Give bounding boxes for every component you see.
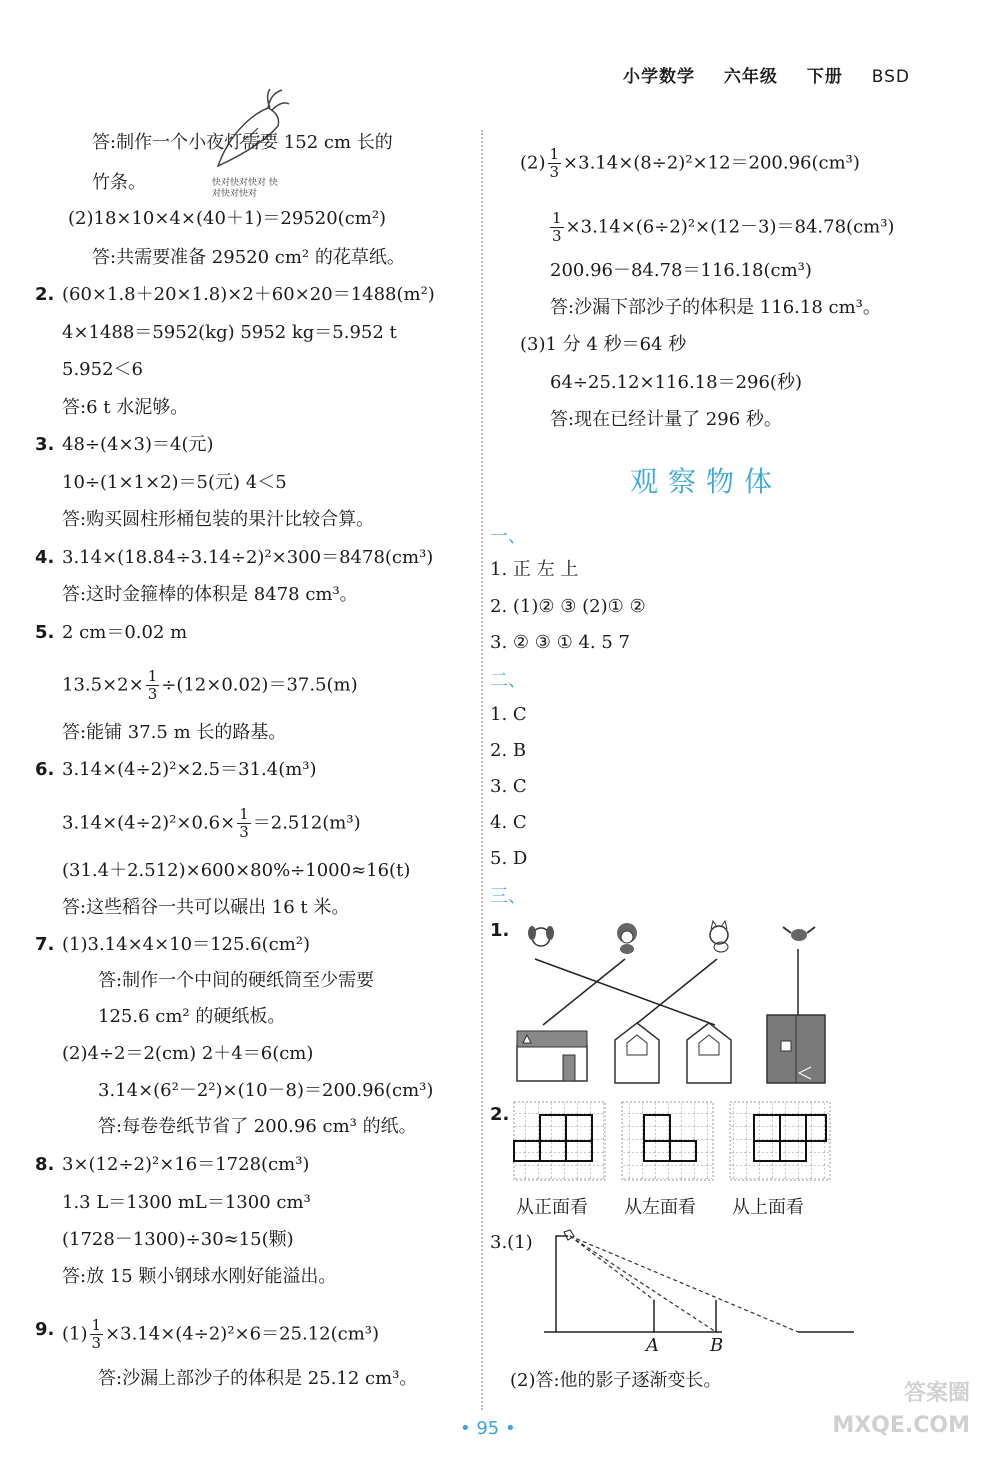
calc-line xyxy=(62,668,358,703)
header-edition: BSD xyxy=(871,67,910,87)
calc-line xyxy=(62,806,361,841)
carrot-caption: 快对快对快对 快对快对快对 xyxy=(212,178,278,199)
answer-line: 答:购买圆柱形桶包装的果汁比较合算。 xyxy=(62,509,375,530)
fraction-numerator: 1 xyxy=(239,805,249,823)
calc-line: 2 cm＝0.02 m xyxy=(62,622,188,643)
fraction-denominator: 3 xyxy=(549,163,560,181)
cat-icon xyxy=(710,921,728,952)
answer-line: 答:这时金箍棒的体积是 8478 cm³。 xyxy=(62,584,358,605)
answer-line: 答:现在已经计量了 296 秒。 xyxy=(550,409,782,430)
calc-line: (1728－1300)÷30≈15(颗) xyxy=(62,1229,294,1250)
question-number: 2. xyxy=(490,1104,510,1125)
view-label-front: 从正面看 xyxy=(516,1197,588,1218)
question-number: 9. xyxy=(35,1319,55,1340)
question-number: 8. xyxy=(35,1154,55,1175)
fraction-numerator: 1 xyxy=(147,667,158,685)
answer-line: 答:每卷卷纸节省了 200.96 cm³ 的纸。 xyxy=(98,1116,417,1137)
fraction xyxy=(90,1317,104,1352)
question-number: 5. xyxy=(35,622,55,643)
calc-line: 10÷(1×1×2)＝5(元) 4＜5 xyxy=(62,472,287,493)
answer-line: 4. C xyxy=(490,812,527,833)
fraction-denominator: 3 xyxy=(239,823,249,841)
answer-line: 答:制作一个小夜灯需要 152 cm 长的 xyxy=(92,132,393,153)
calc-part: 3.14×(4÷2)²×0.6× xyxy=(62,812,236,834)
calc-line: 3.14×(4÷2)²×2.5＝31.4(m³) xyxy=(62,759,317,780)
dog-icon xyxy=(528,926,554,946)
fraction xyxy=(237,806,251,841)
question-number: 6. xyxy=(35,759,55,780)
bird-icon xyxy=(783,927,815,941)
question-number: 7. xyxy=(35,934,55,955)
question-number: 2. xyxy=(35,284,55,305)
view-grids xyxy=(512,1100,837,1190)
fraction-numerator: 1 xyxy=(549,145,560,163)
header-subject: 小学数学 xyxy=(622,67,695,87)
question-number: 3.(1) xyxy=(490,1232,533,1253)
calc-part: ×3.14×(6÷2)²×(12－3)＝84.78(cm³) xyxy=(565,216,895,238)
calc-line: (60×1.8＋20×1.8)×2＋60×20＝1488(m²) xyxy=(62,284,435,305)
answer-line: 竹条。 xyxy=(92,172,146,193)
calc-part: (1) xyxy=(62,1323,88,1345)
front-view-grid xyxy=(514,1102,605,1180)
calc-line: 64÷25.12×116.18＝296(秒) xyxy=(550,372,802,393)
answer-line: 答:沙漏上部沙子的体积是 25.12 cm³。 xyxy=(98,1368,418,1389)
calc-line xyxy=(62,1317,379,1352)
answer-line: 答:共需要准备 29520 cm² 的花草纸。 xyxy=(92,247,405,268)
house-left-view xyxy=(615,1023,659,1083)
calc-line: 48÷(4×3)＝4(元) xyxy=(62,434,214,455)
question-number: 1. xyxy=(490,920,510,941)
page-header xyxy=(601,62,910,87)
answer-line: 答:6 t 水泥够。 xyxy=(62,397,189,418)
question-number: 3. xyxy=(35,434,55,455)
fraction-numerator: 1 xyxy=(91,1316,102,1334)
calc-line: 1.3 L＝1300 mL＝1300 cm³ xyxy=(62,1192,311,1213)
answer-line: 答:这些稻谷一共可以碾出 16 t 米。 xyxy=(62,897,350,918)
calc-part: ×3.14×(8÷2)²×12＝200.96(cm³) xyxy=(563,152,860,174)
answer-line: 答:制作一个中间的硬纸筒至少需要 xyxy=(98,970,375,991)
shadow-diagram xyxy=(540,1228,860,1348)
calc-line: (3)1 分 4 秒＝64 秒 xyxy=(520,334,687,355)
section-title: 观察物体 xyxy=(630,465,783,498)
page-number: • 95 • xyxy=(460,1418,516,1439)
fraction xyxy=(550,210,564,245)
watermark-text: 答案圈 MXQE.COM xyxy=(832,1381,970,1438)
left-view-grid xyxy=(622,1102,713,1180)
calc-line: (1)3.14×4×10＝125.6(cm²) xyxy=(62,934,311,955)
answer-line: 答:沙漏下部沙子的体积是 116.18 cm³。 xyxy=(550,297,881,318)
calc-line xyxy=(520,146,860,181)
fraction-denominator: 3 xyxy=(91,1334,102,1352)
house-top-view xyxy=(767,1015,825,1083)
answer-line: 1. C xyxy=(490,704,527,725)
top-view-grid xyxy=(730,1102,830,1180)
fraction-denominator: 3 xyxy=(552,227,562,245)
point-label-a: A xyxy=(646,1335,659,1356)
house-side-view xyxy=(687,1023,731,1083)
answer-line: 5. D xyxy=(490,848,528,869)
calc-part: (2) xyxy=(520,152,546,174)
calc-line: 3.14×(18.84÷3.14÷2)²×300＝8478(cm³) xyxy=(62,547,434,568)
view-label-top: 从上面看 xyxy=(732,1197,804,1218)
calc-line: 200.96－84.78＝116.18(cm³) xyxy=(550,260,812,281)
calc-line: (31.4＋2.512)×600×80%÷1000≈16(t) xyxy=(62,860,411,881)
view-label-left: 从左面看 xyxy=(624,1197,696,1218)
header-grade: 六年级 xyxy=(723,67,778,87)
section-marker: 一、 xyxy=(490,526,526,547)
answer-line: 答:放 15 颗小钢球水刚好能溢出。 xyxy=(62,1266,337,1287)
answer-line: 125.6 cm² 的硬纸板。 xyxy=(98,1006,286,1027)
answer-line: 2. B xyxy=(490,740,527,761)
section-marker: 二、 xyxy=(490,670,526,691)
column-divider xyxy=(481,130,483,1410)
monkey-icon xyxy=(617,923,637,954)
calc-line: 4×1488＝5952(kg) 5952 kg＝5.952 t xyxy=(62,322,397,343)
calc-line: (2)4÷2＝2(cm) 2＋4＝6(cm) xyxy=(62,1043,314,1064)
house-front-view xyxy=(517,1031,587,1081)
answer-line: 2. (1)② ③ (2)① ② xyxy=(490,596,646,617)
answer-line: 答:能铺 37.5 m 长的路基。 xyxy=(62,722,287,743)
calc-line: 5.952＜6 xyxy=(62,359,143,380)
matching-figure xyxy=(505,915,835,1095)
calc-line: 3×(12÷2)²×16＝1728(cm³) xyxy=(62,1154,310,1175)
fraction xyxy=(548,146,562,181)
answer-line: 3. C xyxy=(490,776,527,797)
fraction-denominator: 3 xyxy=(147,685,158,703)
watermark xyxy=(790,1378,970,1448)
fraction xyxy=(146,668,160,703)
calc-part: ＝2.512(m³) xyxy=(252,812,361,834)
answer-line: 1. 正 左 上 xyxy=(490,559,579,580)
calc-line xyxy=(548,210,894,245)
answer-line: (2)答:他的影子逐渐变长。 xyxy=(510,1370,722,1391)
calc-part: ÷(12×0.02)＝37.5(m) xyxy=(161,674,358,696)
calc-line: 3.14×(6²－2²)×(10－8)＝200.96(cm³) xyxy=(98,1080,434,1101)
calc-part: ×3.14×(4÷2)²×6＝25.12(cm³) xyxy=(105,1323,380,1345)
question-number: 4. xyxy=(35,547,55,568)
calc-line: (2)18×10×4×(40＋1)＝29520(cm²) xyxy=(68,208,387,229)
fraction-numerator: 1 xyxy=(552,209,562,227)
answer-line: 3. ② ③ ① 4. 5 7 xyxy=(490,632,630,653)
section-marker: 三、 xyxy=(490,886,526,907)
calc-part: 13.5×2× xyxy=(62,674,144,696)
point-label-b: B xyxy=(710,1335,724,1356)
header-volume: 下册 xyxy=(806,67,843,87)
